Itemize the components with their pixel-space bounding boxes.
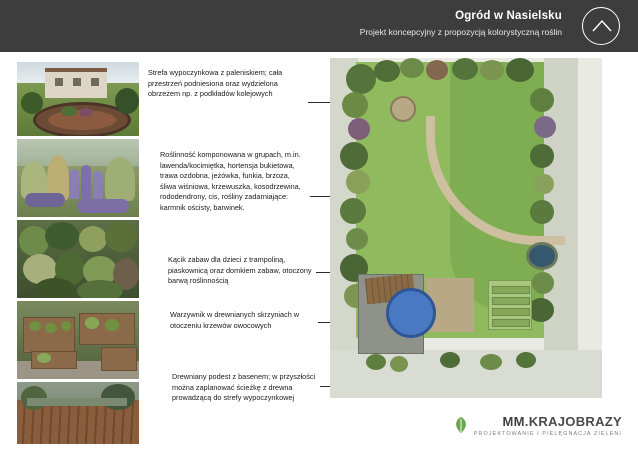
tree [506,58,534,82]
tree [534,174,554,194]
tree [534,116,556,138]
shrub [390,356,408,372]
photo-wooden-deck [17,382,139,444]
logo-name-bold: MM [502,414,525,429]
tree [532,272,554,294]
tree [374,60,400,82]
callout-pool-deck: Drewniany podest z basenem; w przyszłości można zaplanować ścieżkę z drewna prowadzącą do strefy wypoczynkowej [172,372,316,403]
tree [452,58,478,80]
tree [530,200,554,224]
callout-play-zone: Kącik zabaw dla dzieci z trampoliną, piaskownicą oraz domkiem zabaw, otoczony barwą roślinnością [168,255,312,286]
callout-rest-zone: Strefa wypoczynkowa z paleniskiem; cała przestrzeń podniesiona oraz wydzielona obrzeżem np. z podkładów kolejowych [148,68,283,99]
tree [400,58,424,78]
tree [348,118,370,140]
shrub [440,352,460,368]
tree [346,170,370,194]
company-logo [474,414,622,437]
logo-tagline: PROJEKTOWANIE I PIELĘGNACJA ZIELENI [473,431,622,437]
tree [340,198,366,224]
photo-lavender-border [17,139,139,217]
callout-veg-boxes: Warzywnik w drewnianych skrzyniach w otoczeniu krzewów owocowych [170,310,300,330]
logo-name-rest: .KRAJOBRAZY [524,414,622,429]
reference-photo-column [17,62,139,447]
chevron-up-circle-icon [582,7,620,45]
shrub [366,354,386,370]
photo-house-flowerbed [17,62,139,136]
swimming-pool [386,288,436,338]
logo-name [474,414,622,429]
fire-pit [390,96,416,122]
shrub [516,352,536,368]
page-subtitle: Projekt koncepcyjny z propozycją kolorystyczną roślin [359,27,562,37]
tree [340,142,368,170]
garden-plan-render [330,58,602,398]
tree [530,88,554,112]
callout-planting: Roślinność komponowana w grupach, m.in. lawenda/kocimiętka, hortensja bukietowa, trawa ozdobna, jeżówka, funkia, brzoza, śliwa wiśniowa, krzewuszka, kosodrzewina, rododendrony, cis, rośliny zadarniające: karmnik ościsty, barwinek. [160,150,301,212]
page-title: Ogród w Nasielsku [455,10,562,22]
tree [530,144,554,168]
pond [526,242,558,270]
header-bar [0,0,638,52]
tree [426,60,448,80]
tree [342,92,368,118]
tree [346,64,376,94]
tree [346,228,368,250]
vegetable-beds [488,280,532,330]
photo-raised-beds [17,301,139,379]
leaf-icon [452,416,470,434]
photo-mixed-border [17,220,139,298]
tree [480,60,504,80]
shrub [480,354,502,370]
